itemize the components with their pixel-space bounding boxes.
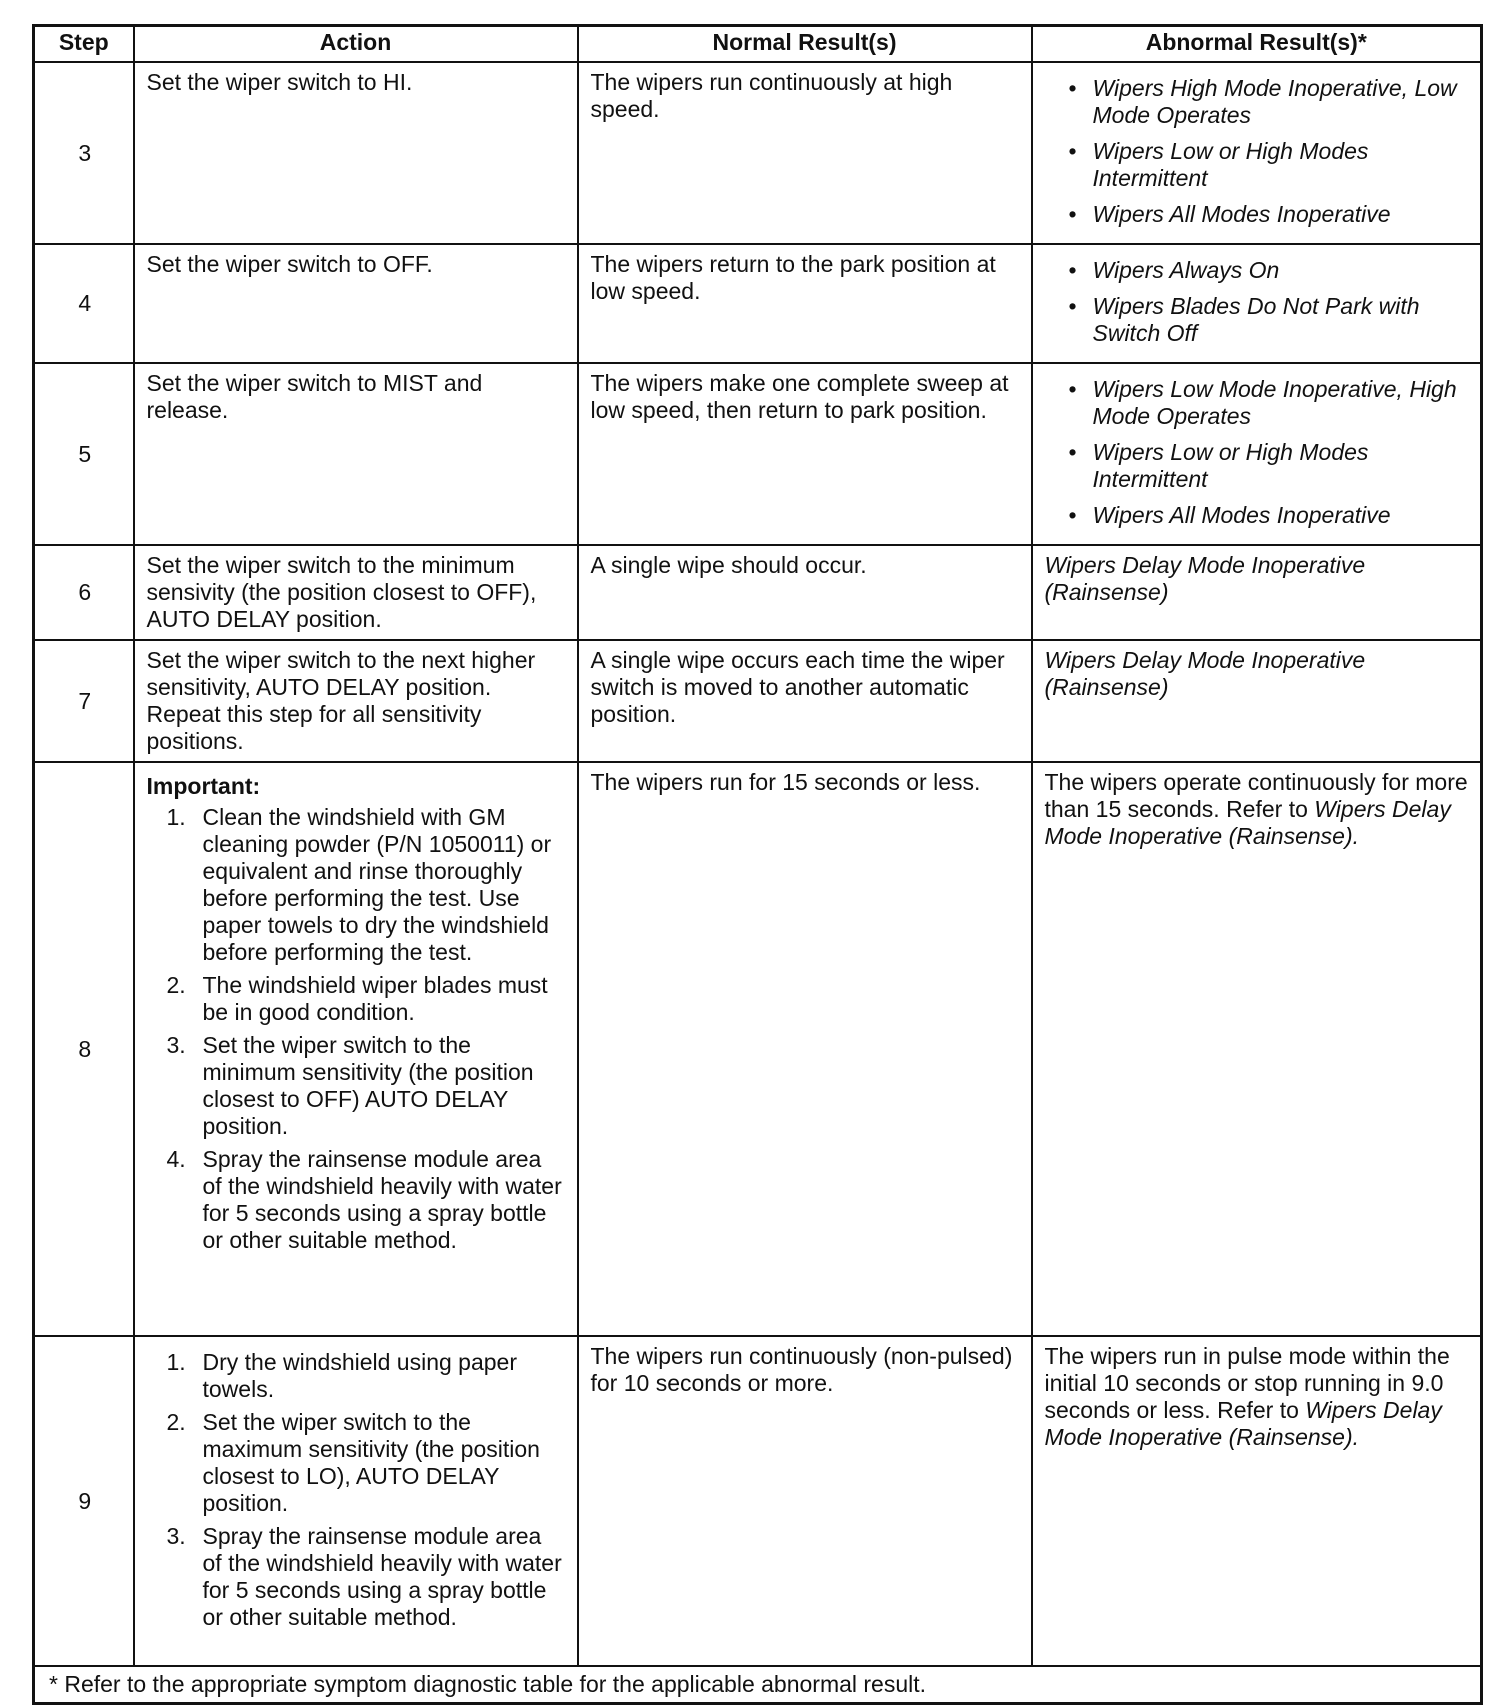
step-number: 5 [34, 363, 134, 545]
header-abnormal-results: Abnormal Result(s)* [1032, 26, 1482, 63]
abnormal-item: • Wipers High Mode Inoperative, Low Mode Operates [1045, 75, 1471, 129]
normal-result-cell: The wipers return to the park position at low speed. [578, 244, 1032, 363]
procedure-item [147, 804, 567, 966]
abnormal-text: The wipers operate continuously for more than 15 seconds. Refer to [1044, 769, 1468, 822]
procedure-item [147, 1146, 567, 1254]
normal-result-cell: The wipers make one complete sweep at low speed, then return to park position. [578, 363, 1032, 545]
header-normal-results: Normal Result(s) [578, 26, 1032, 63]
procedure-item [147, 972, 567, 1026]
symptom-reference: Wipers Delay Mode Inoperative (Rainsense). [1044, 1397, 1442, 1450]
procedure-item [147, 1032, 567, 1140]
abnormal-item: • Wipers Low or High Modes Intermittent [1045, 138, 1471, 192]
abnormal-result-cell [1032, 1336, 1482, 1666]
procedure-list [147, 804, 567, 1254]
diagnostic-sheet [32, 24, 1480, 1705]
item-number: 4. [166, 1146, 186, 1172]
header-step: Step [34, 26, 134, 63]
header-row [34, 26, 1482, 63]
diagnostic-table [32, 24, 1483, 1705]
abnormal-result-cell: Wipers Delay Mode Inoperative (Rainsense) [1032, 545, 1482, 640]
item-number: 1. [166, 1349, 186, 1375]
step-number: 3 [34, 62, 134, 244]
action-cell [134, 1336, 578, 1666]
abnormal-item: • Wipers All Modes Inoperative [1045, 201, 1471, 228]
normal-result-cell: A single wipe occurs each time the wiper switch is moved to another automatic position. [578, 640, 1032, 762]
abnormal-text: The wipers run in pulse mode within the initial 10 seconds or stop running in 9.0 seconds or less. Refer to [1044, 1343, 1450, 1423]
step-number: 9 [34, 1336, 134, 1666]
important-label: Important: [146, 773, 261, 799]
abnormal-item: • Wipers Blades Do Not Park with Switch Off [1045, 293, 1471, 347]
action-cell: Set the wiper switch to HI. [134, 62, 578, 244]
header-action: Action [134, 26, 578, 63]
table-row [34, 62, 1482, 244]
table-row [34, 363, 1482, 545]
item-text: Set the wiper switch to the maximum sensitivity (the position closest to LO), AUTO DELAY position. [202, 1409, 540, 1516]
abnormal-item: • Wipers Low Mode Inoperative, High Mode Operates [1045, 376, 1471, 430]
abnormal-item: • Wipers All Modes Inoperative [1045, 502, 1471, 529]
abnormal-result-cell [1032, 62, 1482, 244]
action-cell: Set the wiper switch to MIST and release. [134, 363, 578, 545]
action-cell: Set the wiper switch to OFF. [134, 244, 578, 363]
footnote: * Refer to the appropriate symptom diagnostic table for the applicable abnormal result. [34, 1666, 1482, 1704]
step-number: 4 [34, 244, 134, 363]
abnormal-list [1045, 75, 1471, 228]
normal-result-cell: A single wipe should occur. [578, 545, 1032, 640]
step-number: 6 [34, 545, 134, 640]
abnormal-result-cell [1032, 244, 1482, 363]
action-cell: Set the wiper switch to the next higher sensitivity, AUTO DELAY position. Repeat this step for all sensitivity positions. [134, 640, 578, 762]
item-number: 2. [166, 1409, 186, 1435]
item-number: 3. [166, 1523, 186, 1549]
procedure-item [147, 1349, 567, 1403]
action-cell [134, 762, 578, 1336]
normal-result-cell: The wipers run continuously (non-pulsed) for 10 seconds or more. [578, 1336, 1032, 1666]
table-row [34, 545, 1482, 640]
procedure-item [147, 1409, 567, 1517]
abnormal-result-cell [1032, 363, 1482, 545]
procedure-item [147, 1523, 567, 1631]
abnormal-result-cell [1032, 762, 1482, 1336]
item-text: Dry the windshield using paper towels. [202, 1349, 518, 1402]
normal-result-cell: The wipers run for 15 seconds or less. [578, 762, 1032, 1336]
item-text: Spray the rainsense module area of the windshield heavily with water for 5 seconds using a spray bottle or other suitable method. [202, 1146, 562, 1253]
table-row [34, 1336, 1482, 1666]
step-number: 7 [34, 640, 134, 762]
item-text: Spray the rainsense module area of the windshield heavily with water for 5 seconds using a spray bottle or other suitable method. [202, 1523, 562, 1630]
abnormal-result-cell: Wipers Delay Mode Inoperative (Rainsense) [1032, 640, 1482, 762]
table-row [34, 640, 1482, 762]
item-number: 3. [166, 1032, 186, 1058]
normal-result-cell: The wipers run continuously at high speed. [578, 62, 1032, 244]
abnormal-list [1045, 257, 1471, 347]
item-number: 2. [166, 972, 186, 998]
abnormal-item: • Wipers Low or High Modes Intermittent [1045, 439, 1471, 493]
item-text: Clean the windshield with GM cleaning powder (P/N 1050011) or equivalent and rinse thoroughly before performing the test. Use paper towels to dry the windshield before performing the test. [202, 804, 552, 965]
table-row [34, 244, 1482, 363]
table-row [34, 762, 1482, 1336]
abnormal-list [1045, 376, 1471, 529]
step-number: 8 [34, 762, 134, 1336]
abnormal-item: • Wipers Always On [1045, 257, 1471, 284]
footnote-row [34, 1666, 1482, 1704]
item-text: The windshield wiper blades must be in good condition. [202, 972, 548, 1025]
procedure-list [147, 1349, 567, 1631]
item-number: 1. [166, 804, 186, 830]
action-cell: Set the wiper switch to the minimum sensivity (the position closest to OFF), AUTO DELAY position. [134, 545, 578, 640]
symptom-reference: Wipers Delay Mode Inoperative (Rainsense). [1044, 796, 1451, 849]
item-text: Set the wiper switch to the minimum sensitivity (the position closest to OFF) AUTO DELAY position. [202, 1032, 534, 1139]
